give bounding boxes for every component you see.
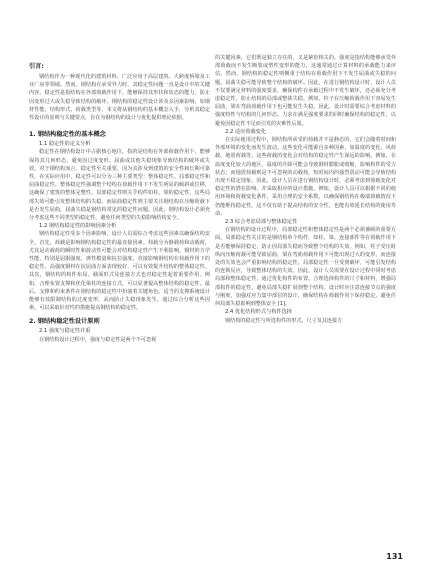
section-1-1-heading: 1.1 稳定性的定义分析 [39, 141, 91, 148]
section-2-4-paragraph: 钢结构的稳定性与所选构件的形式、尺寸及其连接方 [225, 317, 343, 324]
section-2-3-paragraph: 在钢结构的设计过程中，局部稳定性和整体稳定性是两个必须兼顾的重要方面。局部稳定性关注的是钢结构单个构件，如柱、梁、连接部件等在荷载作用下是否能够保持稳定，防止因局部失稳而导致整个结构的失效。例如，柱子受压时纵向压缩荷载可能导致屈曲，梁在弯曲荷载作用下可能出现过大的变形，而连接处的失效也会严重影响结构的稳定性。局部稳定性一旦受到破坏，可能引发结构的连锁反应，导致整体结构的失效。因此，设计人员需要在设计过程中同时考虑局部和整体稳定性，通过优化构件的布置、合理选择构件的尺寸和材料，增强局部构件的稳定性，避免局部失稳扩展到整个结构。设计时应注意连接节点的强度与刚度，加强对应力集中部位的设计，确保结构在荷载作用下保持稳定，避免任何局部失稳影响到整体安全 [1]。 [215, 227, 396, 308]
section-2-2-heading: 2.2 适应荷载变化 [225, 128, 267, 135]
section-1-2-heading: 1.2 钢结构稳定性的影响因素分析 [39, 223, 117, 230]
section-2-1-paragraph-continued: 的关键因素，它们既是独立存在的，又是紧密相关的。强度是指结构能够承受外部荷载而不发生断裂或塑性变形的能力，这通常通过计算材料的承载能力来评估。然而，钢结构的稳定性则侧重于结构在荷载作用下不发生屈曲或失稳的问题。屈曲失稳可能导致整个结构的破坏。因此，在进行钢结构设计时，设计人员不仅要满足材料的强度要求，确保构件在承载过程中不发生破坏，还必须充分考虑稳定性，防止结构的局部或整体失稳。例如，柱子在压缩荷载作用下容易发生屈曲，梁在弯曲荷载作用下也可能发生失稳。因此，设计时需要综合考虑材料的强度特性与结构的几何形态，力求在满足强度要求的同时确保结构的稳定性，以避免因稳定性不足而引发的灾难性后果。 [215, 55, 396, 127]
intro-label: 引言: [29, 63, 44, 70]
page-number: 131 [386, 552, 403, 561]
section-2-3-heading: 2.3 综合考虑局部与整体稳定性 [225, 219, 298, 226]
section-1-1-paragraph: 稳定性在钢结构设计中占据核心地位，指的是结构在外部荷载作用下，能够保持其几何形态，避免因过度变形、屈曲或其他失稳现象导致结构的破坏或失效。对于钢结构而言，稳定性至关重要，因为其涉及到建筑的安全性和长期可靠性。在实际应用中，稳定性可以分为三种主要类型：整体稳定性、局部稳定性和屈曲稳定性。整体稳定性强调整个结构在荷载作用下不发生明显的倾斜或位移，这确保了建筑的整体完整性。局部稳定性则关乎构件如柱、梁的稳定性，这些局部失效可能引发整体结构的失稳。而屈曲稳定性则主要关注钢结构在压缩荷载下是否发生屈曲，屈曲失稳是钢结构常见的稳定性问题。因此，钢结构设计必须充分考虑这些不同类型的稳定性，避免任何类型的失稳影响结构安全。 [29, 149, 210, 222]
section-2-4-heading: 2.4 优化结构形式与构件选择 [225, 309, 292, 316]
right-column [215, 54, 396, 325]
left-column [29, 63, 210, 344]
section-1-2-paragraph: 钢结构稳定性受多个因素影响，设计人员需综合考虑这些因素以确保结构安全。首先，荷载是影响钢结构稳定性的最直接因素。荷载分为静载荷和动载荷，尤其是动载荷的瞬时性和波动性可能会对结构稳定性产生不利影响。钢材的力学性能、特别是屈服强度、弹性模量和抗拉强度，直接影响钢结构在荷载作用下的稳定性。高强度钢材在抗屈曲方面表现较好，可以有效提升结构的整体稳定性。其次，钢结构的构件布局、截面形式及连接方式也对稳定性起着重要作用。例如，合理布置支撑和优化梁柱的连接方式，可以显著提高整体结构的稳定性。最后，支撑和约束条件在钢结构的稳定性中扮演着关键角色。适当的支撑系统设计能够有效限制结构的过度变形，从而防止失稳现象发生。通过综合分析这些因素，可以采取针对性的措施提高钢结构的稳定性。 [29, 231, 210, 312]
section-2-1-paragraph: 在钢结构设计过程中，强度与稳定性是两个不可忽视 [39, 336, 157, 343]
section-2-1-heading: 2.1 强度与稳定性并重 [39, 328, 91, 335]
section-2-heading: 2. 钢结构稳定性设计原则 [29, 318, 100, 326]
section-1-heading: 1. 钢结构稳定性的基本概念 [29, 131, 106, 139]
section-2-2-paragraph: 在实际使用过程中，钢结构所承受的荷载并不是静态的，它们会随着时间和外部环境的变化而发生波动。这些变化可能源自多种因素，如温度的变化、风荷载、地震荷载等，这些荷载的变化会对结构的稳定性产生深远的影响。例如，在温度变化较大的地区，温度的升降可能会导致钢材膨胀或收缩，影响构件的受力状态；而地震荷载则是不可忽视的动载荷，短时间内的强烈震动可能会导致结构出现不稳定现象。因此，设计人员在进行钢结构设计时，必须考虑到荷载变化对稳定性的潜在影响，并采取相应的设计措施。例如，设计人员可以根据不同的使用环境和荷载变化条件，采用合理的安全系数，以确保钢结构在极端荷载情况下仍能维持稳定性。这不仅有助于提高结构的安全性，也能有效延长结构的使用寿命。 [215, 137, 396, 217]
intro-paragraph: 钢结构作为一种现代化的建筑材料，广泛应用于高层建筑、大跨度桥梁及工业厂房等领域。然而，钢结构在承受外力时，其稳定性问题一直是设计中的关键内容。稳定性是指结构在外部荷载作用下，能够保持其形状和状态的能力，防止因变形过大或失稳导致结构的破坏。钢结构的稳定性设计涉及多因素影响，如钢材性能、结构形式、荷载类型等。本文将从钢结构的基本概念入手，分析其稳定性设计的原则与关键要点，旨在为钢结构的设计与优化提供理论依据。 [29, 74, 210, 122]
